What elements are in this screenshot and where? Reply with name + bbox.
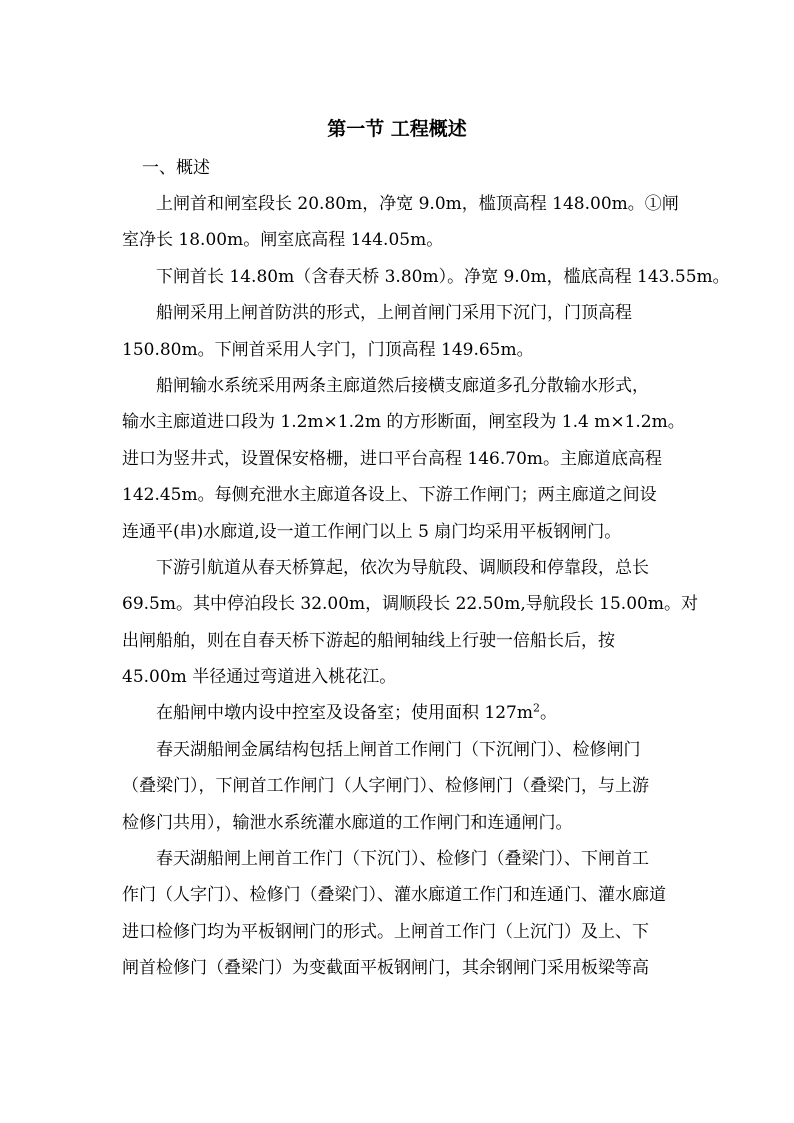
paragraph-line: 上闸首和闸室段长 20.80m，净宽 9.0m，槛顶高程 148.00m。①闸: [156, 194, 679, 214]
area-text: 在船闸中墩内设中控室及设备室；使用面积 127m: [156, 703, 533, 723]
paragraph-line: 进口为竖井式，设置保安格栅，进口平台高程 146.70m。主廊道底高程: [122, 449, 663, 469]
paragraph-line: 检修门共用），输泄水系统灌水廊道的工作闸门和连通闸门。: [122, 813, 573, 833]
paragraph-line: 下闸首长 14.80m（含春天桥 3.80m）。净宽 9.0m，槛底高程 143.55m。: [156, 267, 730, 287]
paragraph-line: 春天湖船闸上闸首工作门（下沉门）、检修门（叠梁门）、下闸首工: [156, 849, 649, 869]
paragraph-line: 进口检修门均为平板钢闸门的形式。上闸首工作门（上沉门）及上、下: [122, 922, 649, 942]
area-line: [156, 699, 736, 727]
paragraph-line: 142.45m。每侧充泄水主廊道各设上、下游工作闸门；两主廊道之间设: [122, 485, 657, 505]
paragraph-line: 作门（人字门）、检修门（叠梁门）、灌水廊道工作门和连通门、灌水廊道: [122, 885, 666, 905]
area-suffix: 。: [539, 703, 557, 723]
page-title: 第一节 工程概述: [327, 118, 467, 140]
paragraph-line: 下游引航道从春天桥算起，依次为导航段、调顺段和停靠段，总长: [156, 558, 649, 578]
paragraph-line: 连通平(串)水廊道,设一道工作闸门以上 5 扇门均采用平板钢闸门。: [122, 522, 622, 542]
paragraph-line: 闸首检修门（叠梁门）为变截面平板钢闸门，其余钢闸门采用板梁等高: [122, 958, 649, 978]
paragraph-line: 69.5m。其中停泊段长 32.00m，调顺段长 22.50m,导航段长 15.00m。对: [122, 594, 698, 614]
paragraph-line: 船闸采用上闸首防洪的形式，上闸首闸门采用下沉门，门顶高程: [156, 303, 632, 323]
paragraph-line: （叠梁门），下闸首工作闸门（人字闸门）、检修闸门（叠梁门，与上游: [122, 776, 649, 796]
paragraph-line: 45.00m 半径通过弯道进入桃花江。: [122, 667, 397, 687]
section-heading: 一、概述: [142, 158, 210, 178]
paragraph-line: 出闸船舶，则在自春天桥下游起的船闸轴线上行驶一倍船长后，按: [122, 631, 615, 651]
paragraph-line: 输水主廊道进口段为 1.2m×1.2m 的方形断面，闸室段为 1.4 m×1.2m。: [122, 412, 685, 432]
paragraph-line: 春天湖船闸金属结构包括上闸首工作闸门（下沉闸门）、检修闸门: [156, 740, 641, 760]
paragraph-line: 室净长 18.00m。闸室底高程 144.05m。: [122, 230, 444, 250]
paragraph-line: 船闸输水系统采用两条主廊道然后接横支廊道多孔分散输水形式，: [156, 376, 649, 396]
paragraph-line: 150.80m。下闸首采用人字门，门顶高程 149.65m。: [122, 340, 534, 360]
area-superscript: 2: [532, 701, 540, 715]
